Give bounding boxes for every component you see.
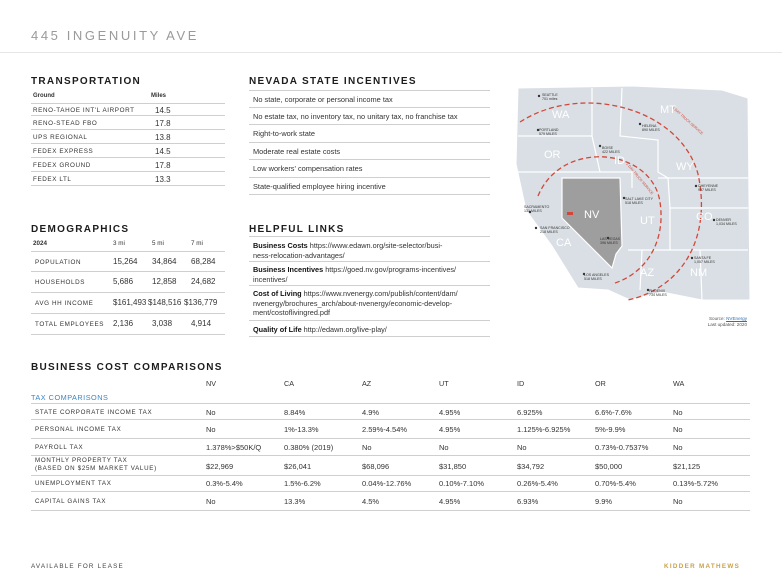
state-label-mt: MT [660, 104, 676, 116]
incentive-item: Right-to-work state [249, 125, 490, 143]
transport-row [31, 173, 225, 186]
cost-row [31, 403, 750, 420]
map-source-link[interactable]: NVEnergy [726, 316, 747, 321]
city-distance: 218 MILES [540, 230, 558, 234]
link-url-cont[interactable]: incentives/ [253, 274, 288, 284]
city-distance: 890 MILES [642, 128, 660, 132]
transport-row [31, 103, 225, 116]
demographics-label: HOUSEHOLDS [35, 279, 86, 286]
demographics-value: $161,493 [113, 298, 147, 307]
state-label-nv: NV [584, 209, 600, 221]
link-label: Cost of Living [253, 289, 302, 298]
cost-value: 0.10%-7.10% [439, 479, 485, 488]
state-label-ut: UT [640, 215, 655, 227]
link-label: Business Incentives [253, 265, 324, 274]
cost-value: 1%-13.3% [284, 425, 319, 434]
transport-label: UPS REGIONAL [33, 134, 88, 141]
cost-value: 0.73%-0.7537% [595, 443, 649, 452]
demographics-value: 12,858 [152, 277, 177, 286]
cost-col-or: OR [595, 379, 606, 388]
demographics-value: 15,264 [113, 257, 138, 266]
cost-value: 1.378%>$50K/Q [206, 443, 262, 452]
cost-value: 6.925% [517, 408, 543, 417]
demographics-value: 4,914 [191, 319, 212, 328]
city-name: SEATTLE [542, 93, 558, 97]
cost-value: No [362, 443, 372, 452]
demographics-year: 2024 [33, 240, 48, 247]
demographics-value: $136,779 [184, 298, 218, 307]
cost-label-line1: MONTHLY PROPERTY TAX [35, 457, 128, 464]
cost-label: PAYROLL TAX [35, 444, 84, 451]
cost-value: $22,969 [206, 462, 234, 471]
cost-value: No [673, 443, 683, 452]
cost-row [31, 456, 750, 476]
transport-label: FEDEX LTL [33, 176, 72, 183]
cost-value: 1.125%-6.925% [517, 425, 571, 434]
footer-brand-logo: KIDDER MATHEWS [664, 563, 741, 570]
transport-miles: 13.8 [155, 133, 171, 142]
reno-marker [567, 212, 573, 215]
city-name: SACRAMENTO [524, 205, 550, 209]
city-distance: 396 MILES [600, 241, 618, 245]
link-url-cont[interactable]: ness-relocation-advantages/ [253, 250, 345, 260]
link-item [249, 262, 490, 286]
city-name: DENVER [716, 218, 731, 222]
city-distance: 701 miles [542, 97, 558, 101]
cost-col-id: ID [517, 379, 525, 388]
link-label: Business Costs [253, 241, 308, 250]
transport-row [31, 131, 225, 144]
demographics-label: AVG HH INCOME [35, 300, 94, 307]
city-distance: 518 MILES [584, 277, 602, 281]
city-distance: 131 MILES [524, 209, 542, 213]
link-url-cont[interactable]: ment/costoflivingred.pdf [253, 308, 331, 317]
transport-miles: 14.5 [155, 106, 171, 115]
city-distance: 734 MILES [649, 293, 667, 297]
cost-value: $68,096 [362, 462, 390, 471]
city-distance: 518 MILES [625, 201, 643, 205]
cost-value: 0.380% (2019) [284, 443, 334, 452]
transport-row [31, 159, 225, 172]
demographics-value: 24,682 [191, 277, 216, 286]
demographics-heading: DEMOGRAPHICS [31, 224, 130, 235]
demographics-value: 2,136 [113, 319, 134, 328]
state-label-az: AZ [640, 267, 655, 279]
transport-miles: 17.8 [155, 161, 171, 170]
transport-label: FEDEX EXPRESS [33, 148, 94, 155]
cost-col-wa: WA [673, 379, 685, 388]
link-url[interactable]: http://edawn.org/live-play/ [301, 325, 387, 334]
link-label: Quality of Life [253, 325, 302, 334]
cost-value: $50,000 [595, 462, 623, 471]
cost-value: 5%-9.9% [595, 425, 626, 434]
incentive-item: No state, corporate or personal income tax [249, 90, 490, 108]
map-source-prefix: Source: [708, 316, 727, 321]
city-name: PHOENIX [649, 289, 666, 293]
state-label-ca: CA [556, 237, 572, 249]
city-name: SALT LAKE CITY [625, 197, 654, 201]
cost-row [31, 439, 750, 456]
cost-value: 6.93% [517, 497, 539, 506]
page-title: 445 INGENUITY AVE [31, 28, 199, 43]
cost-value: No [206, 497, 216, 506]
transport-miles: 14.5 [155, 147, 171, 156]
city-distance: 997 MILES [698, 188, 716, 192]
footer-availability: AVAILABLE FOR LEASE [31, 563, 124, 570]
map-source-note [652, 316, 747, 328]
cost-value: No [439, 443, 449, 452]
cost-label: CAPITAL GAINS TAX [35, 498, 107, 505]
transportation-heading: TRANSPORTATION [31, 76, 142, 87]
state-label-or: OR [544, 149, 561, 161]
cost-value: $26,041 [284, 462, 312, 471]
demographics-row [31, 251, 225, 272]
transport-row [31, 117, 225, 130]
inner-arc-label: 1 DAY TRUCK SERVICE [625, 162, 655, 196]
city-distance: 579 MILES [539, 132, 557, 136]
western-us-map-svg [512, 78, 753, 330]
cost-value: 4.95% [439, 425, 461, 434]
demographics-value: 68,284 [191, 257, 216, 266]
cost-value: No [206, 425, 216, 434]
state-label-co: CO [696, 211, 713, 223]
cost-label: PERSONAL INCOME TAX [35, 426, 122, 433]
incentive-item: State-qualified employee hiring incentive [249, 178, 490, 196]
cost-value: 0.26%-5.4% [517, 479, 558, 488]
city-name: LOS ANGELES [584, 273, 609, 277]
transport-label: FEDEX GROUND [33, 162, 91, 169]
transport-label: RENO-TAHOE INT'L AIRPORT [33, 107, 135, 114]
cost-value: 0.3%-5.4% [206, 479, 243, 488]
city-name: SAN FRANCISCO [540, 226, 570, 230]
cost-value: $21,125 [673, 462, 701, 471]
cost-value: 4.95% [439, 408, 461, 417]
link-url[interactable]: https://goed.nv.gov/programs-incentives/ [323, 265, 457, 274]
city-name: PORTLAND [539, 128, 559, 132]
cost-value: No [673, 408, 683, 417]
link-url[interactable]: https://www.nvenergy.com/publish/content/dam/ [301, 289, 458, 298]
link-item [249, 321, 490, 337]
link-item [249, 236, 490, 262]
demographics-row [31, 314, 225, 335]
cost-col-ut: UT [439, 379, 449, 388]
cost-value: 1.5%-6.2% [284, 479, 321, 488]
cost-value: 9.9% [595, 497, 613, 506]
incentive-item: Moderate real estate costs [249, 143, 490, 161]
tax-comparisons-subheading: TAX COMPARISONS [31, 393, 109, 402]
city-distance: 1,057 MILES [694, 260, 715, 264]
demographics-value: 34,864 [152, 257, 177, 266]
city-distance: 1,034 MILES [716, 222, 737, 226]
map-updated: Last updated: 2020 [707, 322, 747, 327]
cost-label: STATE CORPORATE INCOME TAX [35, 409, 153, 416]
link-url[interactable]: https://www.edawn.org/site-selector/busi- [307, 241, 443, 250]
city-name: HELENA [642, 124, 657, 128]
cost-value: No [517, 443, 527, 452]
incentive-item: No estate tax, no inventory tax, no unitary tax, no franchise tax [249, 108, 490, 126]
cost-value: 6.6%-7.6% [595, 408, 632, 417]
cost-label-line2: (BASED ON $25M MARKET VALUE) [35, 465, 157, 472]
city-name: LAS VEGAS [600, 237, 621, 241]
transport-row [31, 145, 225, 158]
cost-value: $34,792 [517, 462, 545, 471]
header-divider [0, 52, 782, 53]
cost-value: 0.13%-5.72% [673, 479, 719, 488]
state-label-wy: WY [676, 161, 694, 173]
link-item [249, 286, 490, 321]
cost-label [35, 457, 157, 473]
transportation-col-ground: Ground [33, 93, 55, 99]
demographics-col-5mi: 5 mi [152, 240, 164, 247]
transport-miles: 17.8 [155, 119, 171, 128]
cost-value: No [673, 425, 683, 434]
cost-row [31, 492, 750, 511]
demographics-row [31, 272, 225, 293]
demographics-row [31, 293, 225, 314]
cost-value: 4.95% [439, 497, 461, 506]
city-name: BOISE [602, 146, 613, 150]
cost-value: No [673, 497, 683, 506]
transport-label: RENO-STEAD FBO [33, 120, 98, 127]
state-label-wa: WA [552, 109, 570, 121]
cost-value: 13.3% [284, 497, 306, 506]
cost-label: UNEMPLOYMENT TAX [35, 480, 112, 487]
cost-col-nv: NV [206, 379, 216, 388]
cost-col-ca: CA [284, 379, 294, 388]
city-name: CHEYENNE [698, 184, 718, 188]
state-label-id: ID [614, 155, 625, 167]
outer-arc-label: 1 DAY TRUCK SERVICE [671, 105, 704, 136]
transport-miles: 13.3 [155, 175, 171, 184]
link-url-cont[interactable]: nvenergy/brochures_arch/about-nvenergy/economic-develop- [253, 298, 453, 308]
cost-value: 2.59%-4.54% [362, 425, 408, 434]
cost-value: 4.5% [362, 497, 380, 506]
demographics-value: 5,686 [113, 277, 134, 286]
cost-value: $31,850 [439, 462, 467, 471]
cost-value: 0.04%-12.76% [362, 479, 412, 488]
cost-value: 8.84% [284, 408, 306, 417]
cost-value: 4.9% [362, 408, 380, 417]
cost-col-az: AZ [362, 379, 372, 388]
city-distance: 422 MILES [602, 150, 620, 154]
demographics-value: 3,038 [152, 319, 173, 328]
cost-value: 0.70%-5.4% [595, 479, 636, 488]
city-name: SANTA FE [694, 256, 712, 260]
cost-row [31, 476, 750, 492]
demographics-col-3mi: 3 mi [113, 240, 125, 247]
helpful-links-heading: HELPFUL LINKS [249, 224, 345, 235]
cost-row [31, 420, 750, 439]
business-costs-heading: BUSINESS COST COMPARISONS [31, 362, 223, 373]
demographics-value: $148,516 [148, 298, 182, 307]
demographics-label: POPULATION [35, 259, 82, 266]
incentives-heading: NEVADA STATE INCENTIVES [249, 76, 417, 87]
cost-value: No [206, 408, 216, 417]
incentive-item: Low workers' compensation rates [249, 160, 490, 178]
transportation-col-miles: Miles [151, 93, 167, 99]
distance-map [512, 78, 753, 330]
state-label-nm: NM [690, 267, 708, 279]
demographics-label: TOTAL EMPLOYEES [35, 321, 105, 328]
demographics-col-7mi: 7 mi [191, 240, 203, 247]
